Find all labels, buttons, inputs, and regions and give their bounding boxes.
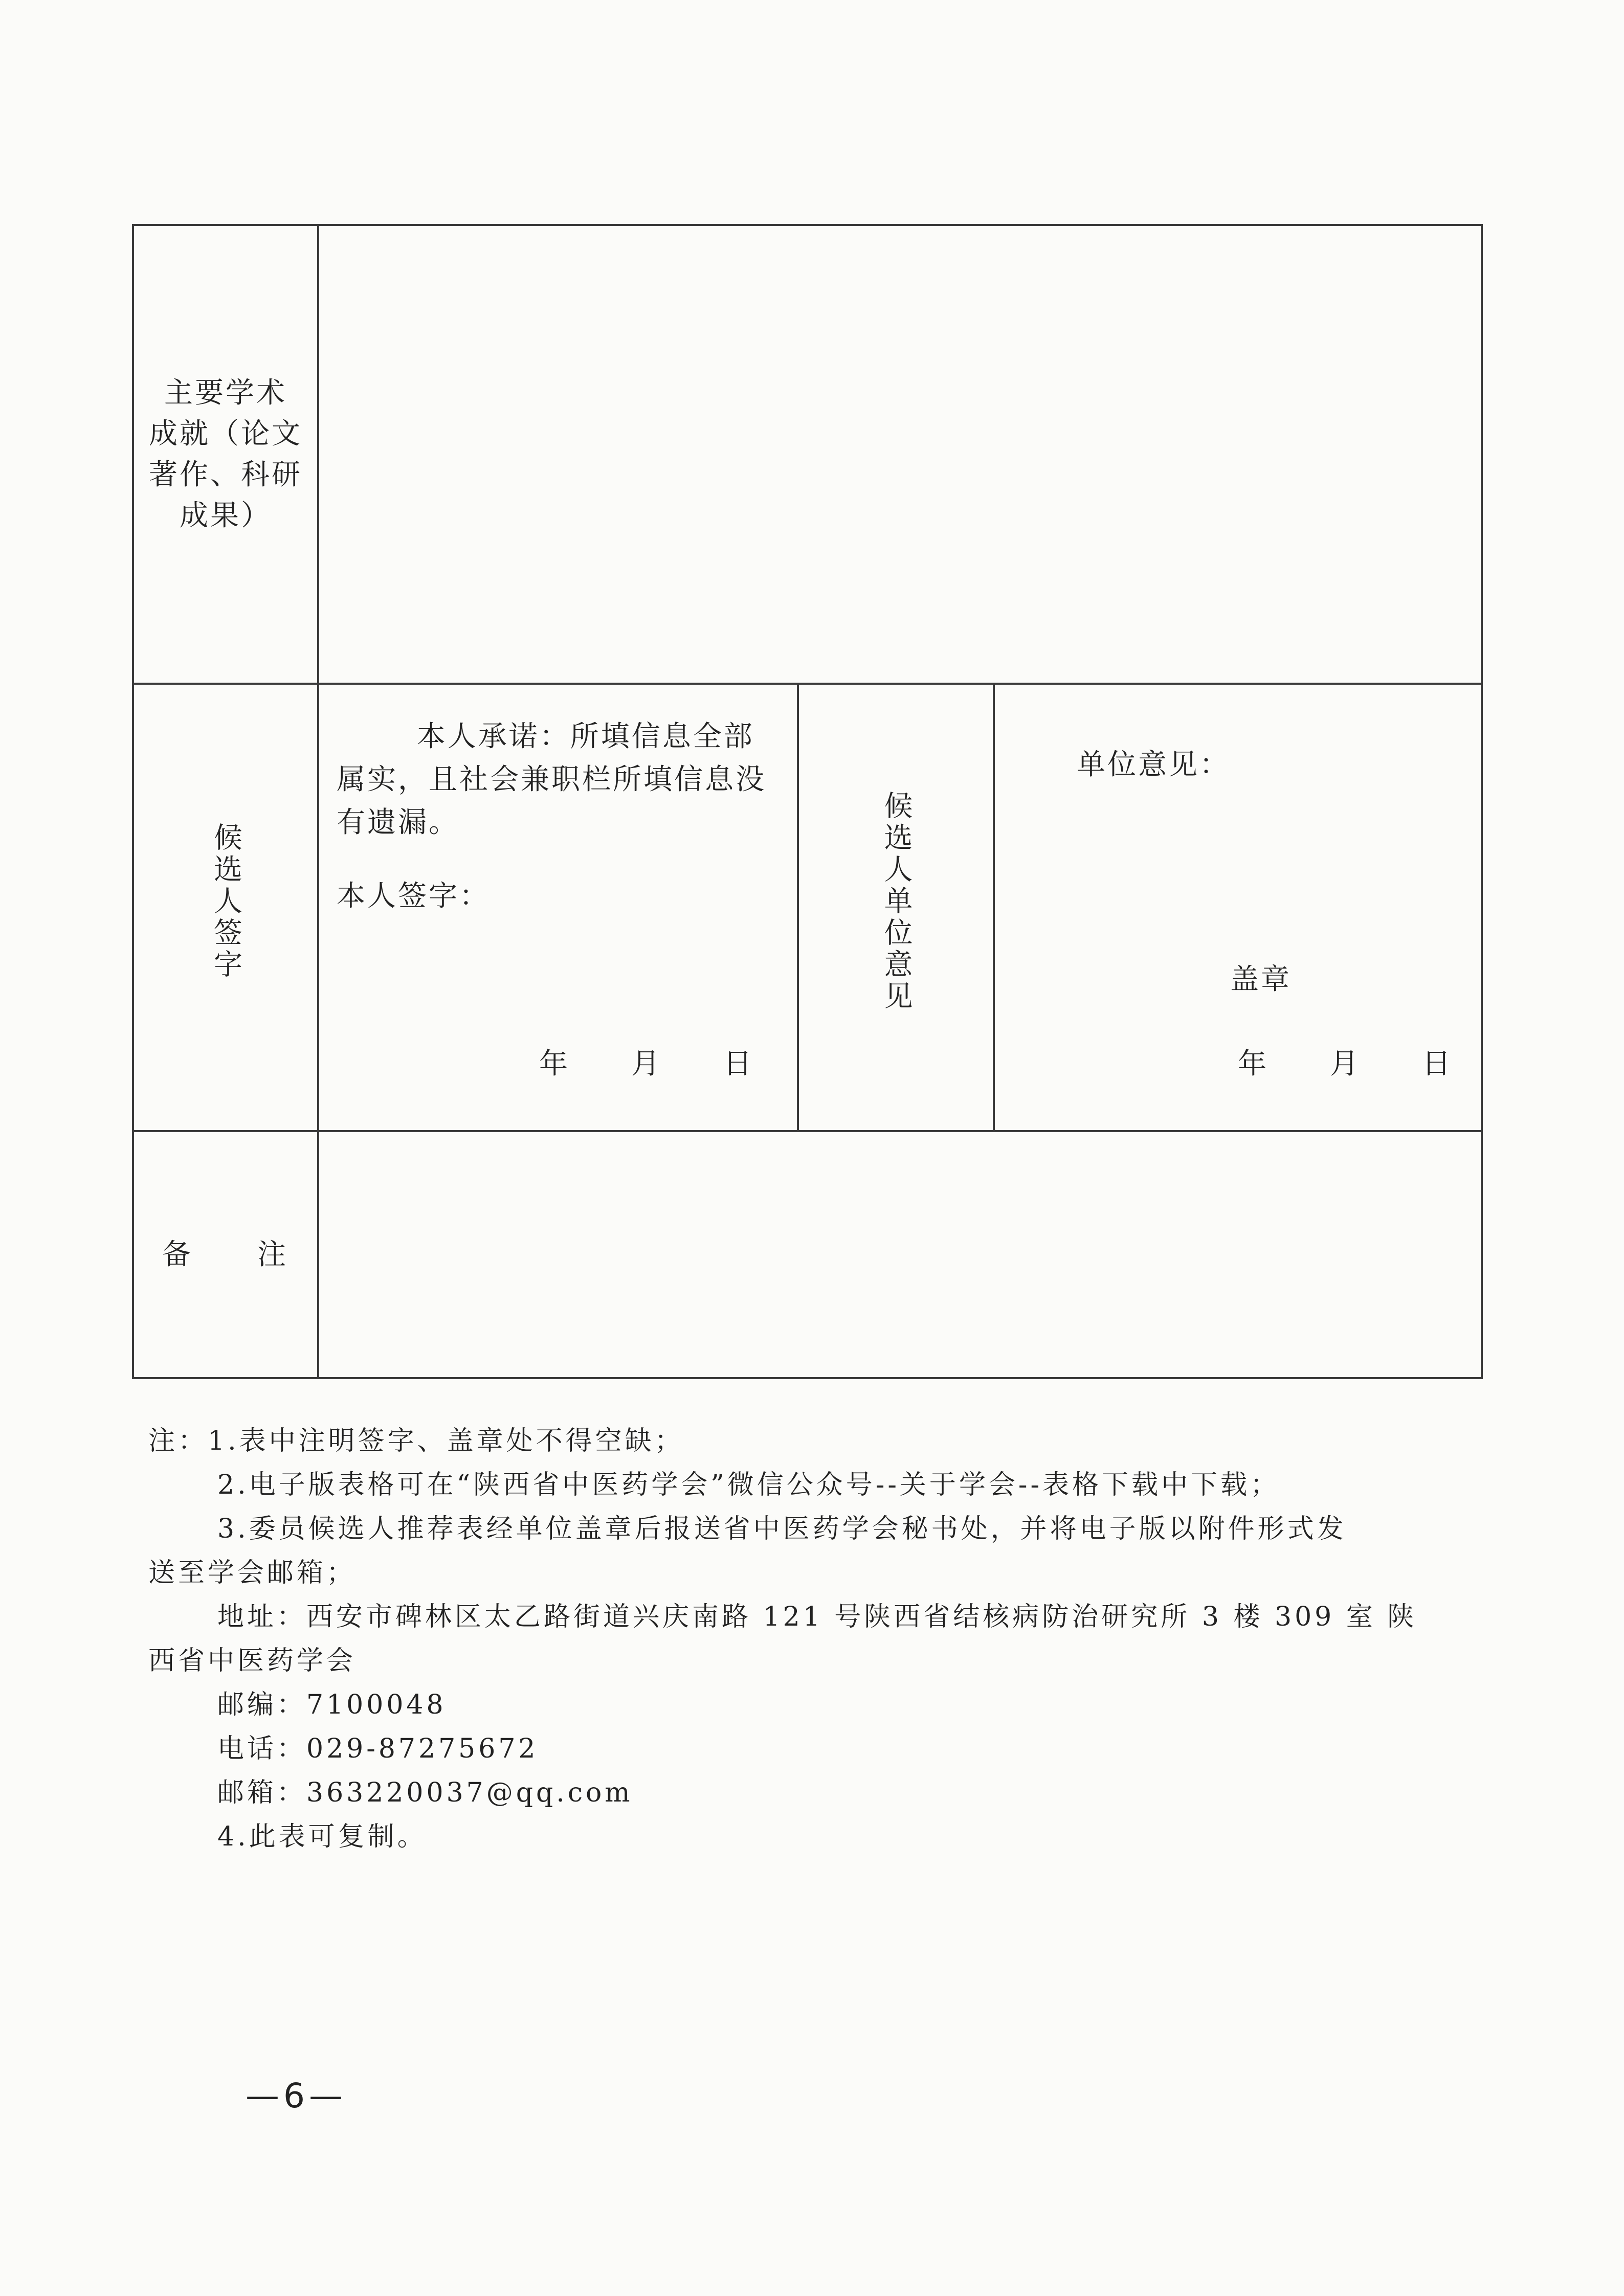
address-line-cont: 西省中医药学会 [148, 1646, 357, 1676]
remarks-label: 备 注 [162, 1237, 289, 1271]
unit-opinion-label: 单位意见： [1077, 748, 1230, 781]
remarks-label-cell [133, 1131, 318, 1378]
candidate-sign-label-cell [133, 684, 318, 1131]
page-number: —6— [246, 2076, 347, 2115]
stamp-label: 盖章 [1230, 963, 1292, 996]
candidate-commitment-cell[interactable] [318, 684, 798, 1131]
date-left: 年 月 日 [539, 1047, 754, 1081]
achievements-label-cell [133, 225, 318, 684]
date-right: 年 月 日 [1238, 1047, 1453, 1081]
remarks-input-area[interactable] [318, 1131, 1482, 1378]
nomination-form-table [132, 224, 1483, 1379]
unit-opinion-cell[interactable] [994, 684, 1482, 1131]
note-line-4: 4.此表可复制。 [217, 1821, 427, 1852]
note-line-1: 注：1.表中注明签字、盖章处不得空缺； [148, 1426, 684, 1456]
candidate-sign-label: 候选人签字 [209, 822, 242, 981]
notes-section [148, 1419, 1478, 1859]
note-line-3: 3.委员候选人推荐表经单位盖章后报送省中医药学会秘书处，并将电子版以附件形式发 [217, 1514, 1347, 1544]
phone-line: 电话：029-87275672 [217, 1734, 539, 1764]
unit-opinion-side-label: 候选人单位意见 [879, 790, 913, 1012]
note-line-2: 2.电子版表格可在“陕西省中医药学会”微信公众号--关于学会--表格下载中下载； [217, 1470, 1280, 1500]
achievements-input-area[interactable] [318, 225, 1482, 684]
address-line: 地址：西安市碑林区太乙路街道兴庆南路 121 号陕西省结核病防治研究所 3 楼 309 室 陕 [217, 1602, 1417, 1632]
postcode-line: 邮编：7100048 [217, 1690, 447, 1720]
achievements-label: 主要学术 成就（论文 著作、科研 成果） [149, 376, 302, 532]
unit-opinion-side-label-cell [798, 684, 994, 1131]
note-line-3-cont: 送至学会邮箱； [148, 1558, 357, 1588]
self-sign-label: 本人签字： [337, 880, 490, 913]
commitment-text: 本人承诺：所填信息全部属实，且社会兼职栏所填信息没有遗漏。 [337, 720, 766, 839]
email-line: 邮箱：363220037@qq.com [217, 1777, 633, 1808]
